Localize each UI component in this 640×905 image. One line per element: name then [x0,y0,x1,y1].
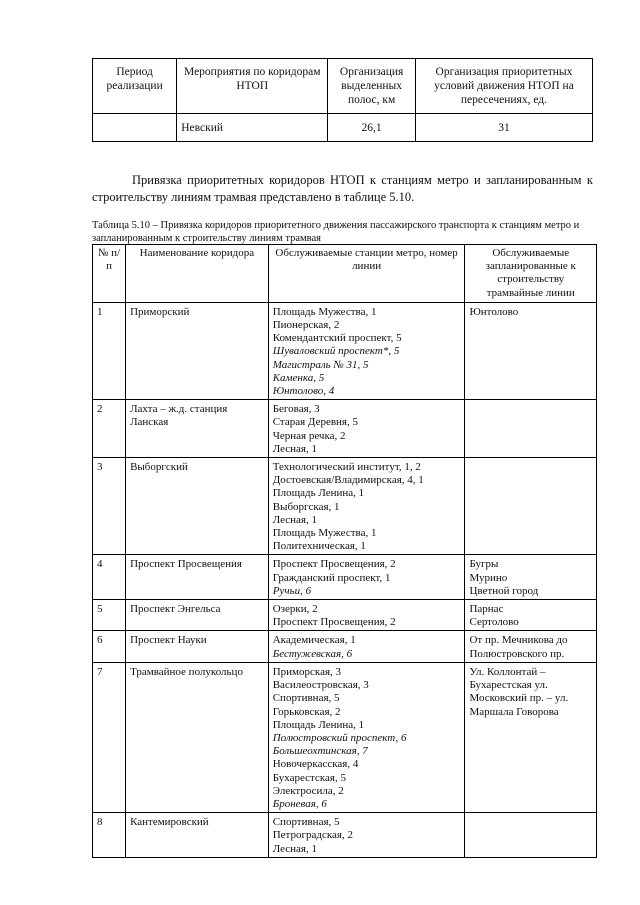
station-entry: Шуваловский проспект*, 5 [272,345,400,358]
station-entry: Комендантский проспект, 5 [272,332,402,345]
station-entry: Площадь Мужества, 1 [272,527,377,540]
cell-corridor-name: Приморский [126,302,269,399]
station-entry: Академическая, 1 [272,634,356,647]
table-row [93,302,597,399]
station-entry: Полюстровский проспект, 6 [272,731,407,744]
station-entry: Политехническая, 1 [272,540,366,553]
tram-line-entry: Мурино [469,571,508,584]
station-entry: Каменка, 5 [272,371,325,384]
station-entry: Спортивная, 5 [272,692,340,705]
station-entry: Озерки, 2 [272,603,318,616]
station-entry: Электросила, 2 [272,784,344,797]
cell-metro-stations [268,813,465,858]
cell-metro-stations [268,600,465,631]
tram-line-entry: Бугры [469,558,499,571]
cell-corridor-name: Проспект Просвещения [126,555,269,600]
cell-number: 4 [93,555,126,600]
header-intersections: Организация приоритетных условий движения НТОП на пересечениях, ед. [415,59,592,114]
cell-tram-lines [465,458,597,555]
cell-measure: Невский [177,114,328,142]
station-entry: Технологический институт, 1, 2 [272,461,421,474]
corridor-table [92,244,597,858]
cell-metro-stations [268,302,465,399]
cell-number: 2 [93,400,126,458]
body-paragraph [92,172,593,206]
cell-tram-lines [465,631,597,662]
header-number: № п/п [93,245,126,303]
station-entry: Достоевская/Владимирская, 4, 1 [272,474,424,487]
station-entry: Площадь Ленина, 1 [272,718,365,731]
station-entry: Лесная, 1 [272,513,317,526]
cell-corridor-name: Трамвайное полукольцо [126,662,269,812]
header-measures: Мероприятия по коридорам НТОП [177,59,328,114]
corridor-table-body [93,302,597,857]
cell-tram-lines [465,555,597,600]
tram-line-entry: Ул. Коллонтай – [469,665,546,678]
cell-corridor-name: Проспект Науки [126,631,269,662]
station-entry: Проспект Просвещения, 2 [272,616,396,629]
table-row [93,600,597,631]
cell-metro-stations [268,555,465,600]
cell-tram-lines [465,302,597,399]
cell-intersections-count: 31 [415,114,592,142]
station-entry: Площадь Ленина, 1 [272,487,365,500]
cell-corridor-name: Выборгский [126,458,269,555]
station-entry: Новочеркасская, 4 [272,758,359,771]
cell-tram-lines [465,400,597,458]
cell-number: 1 [93,302,126,399]
station-entry: Бухарестская, 5 [272,771,346,784]
station-entry: Беговая, 3 [272,403,320,416]
station-entry: Проспект Просвещения, 2 [272,558,396,571]
station-entry: Старая Деревня, 5 [272,416,358,429]
cell-metro-stations [268,400,465,458]
cell-number: 6 [93,631,126,662]
station-entry: Спортивная, 5 [272,816,340,829]
cell-tram-lines [465,600,597,631]
cell-tram-lines [465,813,597,858]
cell-corridor-name: Лахта – ж.д. станция Ланская [126,400,269,458]
cell-corridor-name: Проспект Энгельса [126,600,269,631]
station-entry: Пионерская, 2 [272,319,340,332]
table-row [93,555,597,600]
station-entry: Лесная, 1 [272,842,317,855]
table-row [93,631,597,662]
cell-period [93,114,177,142]
station-entry: Приморская, 3 [272,665,342,678]
cell-metro-stations [268,631,465,662]
body-paragraph-text: Привязка приоритетных коридоров НТОП к станциям метро и запланированным к строительству линиям трамвая представлено в таблице 5.10. [92,173,593,204]
tram-line-entry: Полюстровского пр. [469,647,565,660]
table-row [93,400,597,458]
implementation-table [92,58,593,142]
table-row [93,813,597,858]
cell-number: 7 [93,662,126,812]
cell-number: 8 [93,813,126,858]
cell-number: 5 [93,600,126,631]
station-entry: Магистраль № 31, 5 [272,358,369,371]
station-entry: Большеохтинская, 7 [272,745,368,758]
tram-line-entry: Юнтолово [469,305,519,318]
cell-number: 3 [93,458,126,555]
station-entry: Юнтолово, 4 [272,385,335,398]
header-metro-stations: Обслуживаемые станции метро, номер линии [268,245,465,303]
station-entry: Василеостровская, 3 [272,679,369,692]
cell-metro-stations [268,458,465,555]
tram-line-entry: Бухарестская ул. [469,679,548,692]
tram-line-entry: Цветной город [469,584,539,597]
implementation-table-header [93,59,593,114]
tram-line-entry: Маршала Говорова [469,705,559,718]
table-caption: Таблица 5.10 – Привязка коридоров приоритетного движения пассажирского транспорта к станциям метро и запланированным к строительству линиям трамвая [92,220,580,244]
station-entry: Выборгская, 1 [272,500,340,513]
tram-line-entry: Парнас [469,603,504,616]
station-entry: Броневая, 6 [272,797,327,810]
cell-tram-lines [465,662,597,812]
table-row [93,114,593,142]
station-entry: Черная речка, 2 [272,429,346,442]
cell-lanes-km: 26,1 [328,114,416,142]
station-entry: Лесная, 1 [272,442,317,455]
table-row [93,662,597,812]
tram-line-entry: Московский пр. – ул. [469,692,569,705]
corridor-table-header [93,245,597,303]
station-entry: Горьковская, 2 [272,705,341,718]
cell-corridor-name: Кантемировский [126,813,269,858]
station-entry: Площадь Мужества, 1 [272,305,377,318]
table-row [93,458,597,555]
header-corridor-name: Наименование коридора [126,245,269,303]
tram-line-entry: От пр. Мечникова до [469,634,568,647]
header-lanes: Организация выделенных полос, км [328,59,416,114]
station-entry: Гражданский проспект, 1 [272,571,391,584]
header-tram-lines: Обслуживаемые запланированные к строительству трамвайные линии [465,245,597,303]
station-entry: Бестужевская, 6 [272,647,353,660]
station-entry: Петроградская, 2 [272,829,353,842]
cell-metro-stations [268,662,465,812]
tram-line-entry: Сертолово [469,616,519,629]
header-period: Период реализации [93,59,177,114]
station-entry: Ручьи, 6 [272,584,312,597]
